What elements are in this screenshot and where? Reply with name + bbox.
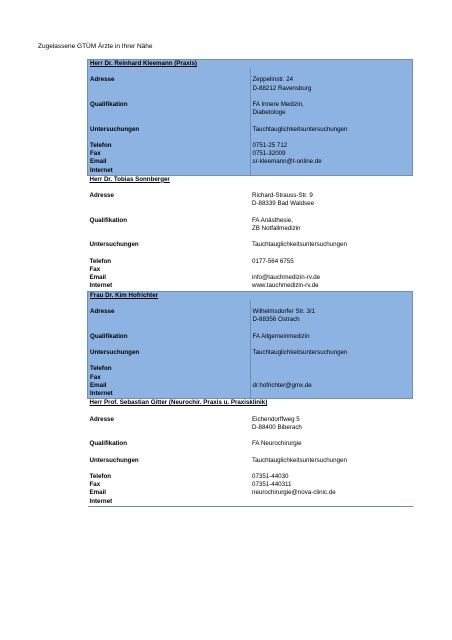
phone-value [250, 365, 413, 373]
internet-label: Internet [88, 390, 251, 399]
address-line-2: D-88356 Ostrach [250, 316, 413, 324]
phone-value: 0751-25 712 [250, 142, 413, 150]
exams-value: Tauchtauglichkeitsuntersuchungen [250, 349, 413, 357]
table-row [88, 274, 413, 282]
blank [88, 200, 251, 208]
table-row [88, 85, 413, 93]
table-row [88, 76, 413, 84]
blank [88, 448, 251, 456]
table-row [88, 349, 413, 357]
qualification-label: Qualifikation [88, 440, 251, 448]
table-row [88, 60, 413, 69]
table-row [88, 333, 413, 341]
table-row [88, 282, 413, 291]
address-line-1: Richard-Strauss-Str. 9 [250, 192, 413, 200]
table-row [88, 432, 413, 440]
email-label: Email [88, 489, 251, 497]
phone-label: Telefon [88, 473, 251, 481]
address-label: Adresse [88, 192, 251, 200]
address-line-1: Wilhelmsdorfer Str. 3/1 [250, 308, 413, 316]
internet-value [250, 498, 413, 507]
exams-label: Untersuchungen [88, 241, 251, 249]
email-label: Email [88, 274, 251, 282]
fax-label: Fax [88, 150, 251, 158]
table-row [88, 68, 413, 76]
table-row [88, 175, 413, 184]
blank [250, 465, 413, 473]
table-row [88, 126, 413, 134]
internet-value: www.tauchmedizin-rv.de [250, 282, 413, 291]
table-row [88, 184, 413, 192]
blank [88, 432, 251, 440]
doctor-name-cell [88, 291, 413, 300]
blank [250, 448, 413, 456]
qualification-label: Qualifikation [88, 217, 251, 225]
table-row [88, 158, 413, 166]
blank [250, 250, 413, 258]
fax-value [250, 266, 413, 274]
table-row [88, 465, 413, 473]
page-title: Zugelassene GTÜM Ärzte in Ihrer Nähe [38, 43, 153, 50]
blank [88, 93, 251, 101]
exams-value: Tauchtauglichkeitsuntersuchungen [250, 241, 413, 249]
qualification-line-1: FA Neurochirurgie [250, 440, 413, 448]
qualification-line-1: FA Innere Medizin, [250, 101, 413, 109]
doctor-table [87, 59, 413, 507]
qualification-line-2: ZB Notfallmedizin [250, 225, 413, 233]
blank [250, 357, 413, 365]
blank [88, 357, 251, 365]
blank [250, 407, 413, 415]
address-line-2: D-88212 Ravensburg [250, 85, 413, 93]
blank [250, 300, 413, 308]
table-row [88, 150, 413, 158]
blank [88, 316, 251, 324]
blank [88, 300, 251, 308]
table-row [88, 266, 413, 274]
fax-value [250, 374, 413, 382]
table-row [88, 489, 413, 497]
email-label: Email [88, 382, 251, 390]
address-line-1: Zeppelinstr. 24 [250, 76, 413, 84]
email-value: dr.hofrichter@gmx.de [250, 382, 413, 390]
address-label: Adresse [88, 416, 251, 424]
doctor-name: Frau Dr. Kim Hofrichter [90, 291, 159, 299]
table-row [88, 209, 413, 217]
address-label: Adresse [88, 308, 251, 316]
email-value: neurochirurgie@nova-clinic.de [250, 489, 413, 497]
fax-value: 07351-440311 [250, 481, 413, 489]
blank [88, 465, 251, 473]
table-row [88, 109, 413, 117]
table-row [88, 241, 413, 249]
table-row [88, 300, 413, 308]
table-row [88, 399, 413, 408]
doctor-name-cell [88, 60, 413, 69]
exams-value: Tauchtauglichkeitsuntersuchungen [250, 126, 413, 134]
address-line-1: Eichendorffweg 5 [250, 416, 413, 424]
phone-label: Telefon [88, 142, 251, 150]
table-row [88, 357, 413, 365]
email-label: Email [88, 158, 251, 166]
table-row [88, 473, 413, 481]
blank [250, 233, 413, 241]
table-row [88, 200, 413, 208]
doctor-name-cell [88, 175, 413, 184]
table-row [88, 316, 413, 324]
fax-label: Fax [88, 481, 251, 489]
phone-label: Telefon [88, 365, 251, 373]
blank [250, 324, 413, 332]
table-row [88, 416, 413, 424]
table-row [88, 250, 413, 258]
internet-value [250, 167, 413, 176]
qualification-line-1: FA Anästhesie, [250, 217, 413, 225]
table-row [88, 258, 413, 266]
blank [250, 184, 413, 192]
phone-value: 0177-564 6755 [250, 258, 413, 266]
blank [88, 85, 251, 93]
address-label: Adresse [88, 76, 251, 84]
table-row [88, 390, 413, 399]
blank [88, 233, 251, 241]
doctor-name: Herr Dr. Tobias Sonnberger [89, 175, 170, 183]
exams-label: Untersuchungen [88, 126, 251, 134]
table-row [88, 365, 413, 373]
fax-value: 0751-32009 [250, 150, 413, 158]
blank [250, 68, 413, 76]
blank [88, 68, 251, 76]
blank [88, 117, 251, 125]
blank [250, 341, 413, 349]
table-row [88, 308, 413, 316]
table-row [88, 481, 413, 489]
table-row [88, 291, 413, 300]
blank [250, 209, 413, 217]
table-row [88, 407, 413, 415]
internet-label: Internet [88, 282, 251, 291]
address-line-2: D-88339 Bad Waldsee [250, 200, 413, 208]
table-row [88, 225, 413, 233]
table-row [88, 142, 413, 150]
table-row [88, 440, 413, 448]
blank [88, 184, 251, 192]
internet-label: Internet [88, 167, 251, 176]
table-row [88, 382, 413, 390]
table-row [88, 117, 413, 125]
blank [88, 341, 251, 349]
exams-label: Untersuchungen [88, 457, 251, 465]
table-row [88, 457, 413, 465]
table-row [88, 233, 413, 241]
qualification-line-2: Diabetologe [250, 109, 413, 117]
fax-label: Fax [88, 374, 251, 382]
table-row [88, 498, 413, 507]
qualification-label: Qualifikation [88, 333, 251, 341]
table-row [88, 167, 413, 176]
exams-label: Untersuchungen [88, 349, 251, 357]
table-row [88, 424, 413, 432]
blank [88, 225, 251, 233]
blank [250, 134, 413, 142]
blank [88, 250, 251, 258]
table-row [88, 341, 413, 349]
table-row [88, 192, 413, 200]
blank [88, 324, 251, 332]
blank [88, 407, 251, 415]
phone-value: 07351-44030 [250, 473, 413, 481]
blank [250, 93, 413, 101]
blank [88, 424, 251, 432]
internet-label: Internet [88, 498, 251, 507]
doctor-name: Herr Prof. Sebastian Gitter (Neurochir. Praxis u. Praxisklinik) [89, 399, 268, 407]
exams-value: Tauchtauglichkeitsuntersuchungen [250, 457, 413, 465]
blank [250, 117, 413, 125]
qualification-line-1: FA Allgemeinmedizin [250, 333, 413, 341]
table-row [88, 217, 413, 225]
email-value: sr-kleemann@t-online.de [250, 158, 413, 166]
address-line-2: D-88400 Biberach [250, 424, 413, 432]
blank [88, 134, 251, 142]
doctor-name-cell [88, 399, 413, 408]
phone-label: Telefon [88, 258, 251, 266]
fax-label: Fax [88, 266, 251, 274]
table-row [88, 134, 413, 142]
doctor-name: Herr Dr. Reinhard Kleemann (Praxis) [90, 60, 197, 67]
blank [250, 432, 413, 440]
table-row [88, 101, 413, 109]
table-row [88, 93, 413, 101]
table-row [88, 448, 413, 456]
internet-value [250, 390, 413, 399]
blank [88, 109, 251, 117]
table-row [88, 324, 413, 332]
qualification-label: Qualifikation [88, 101, 251, 109]
table-row [88, 374, 413, 382]
blank [88, 209, 251, 217]
email-value: info@tauchmedizin-rv.de [250, 274, 413, 282]
